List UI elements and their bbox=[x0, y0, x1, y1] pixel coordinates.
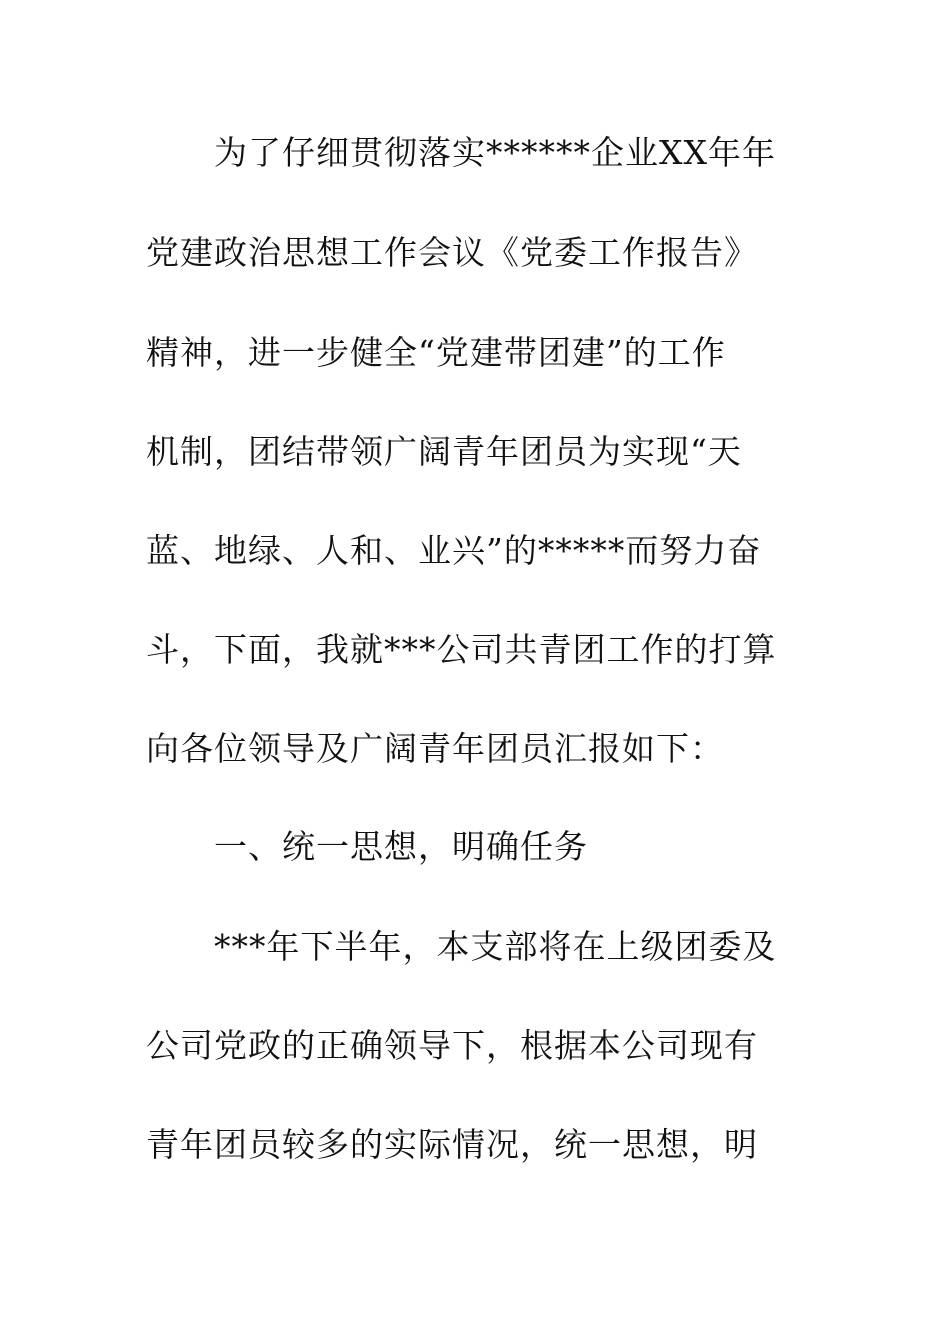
paragraph-line: ***年下半年，本支部将在上级团委及 bbox=[214, 927, 777, 966]
paragraph-line: 机制，团结带领广阔青年团员为实现“天 bbox=[146, 432, 742, 471]
paragraph-line: 为了仔细贯彻落实******企业XX年年 bbox=[214, 133, 776, 172]
section-heading: 一、统一思想，明确任务 bbox=[214, 827, 588, 866]
paragraph-line: 党建政治思想工作会议《党委工作报告》 bbox=[146, 233, 758, 272]
paragraph-line: 公司党政的正确领导下，根据本公司现有 bbox=[146, 1026, 758, 1065]
paragraph-line: 青年团员较多的实际情况，统一思想，明 bbox=[146, 1125, 758, 1164]
paragraph-line: 精神，进一步健全“党建带团建”的工作 bbox=[146, 333, 726, 372]
paragraph-line: 蓝、地绿、人和、业兴”的*****而努力奋 bbox=[146, 531, 762, 570]
paragraph-line: 向各位领导及广阔青年团员汇报如下： bbox=[146, 729, 724, 768]
paragraph-line: 斗，下面，我就***公司共青团工作的打算 bbox=[146, 630, 777, 669]
